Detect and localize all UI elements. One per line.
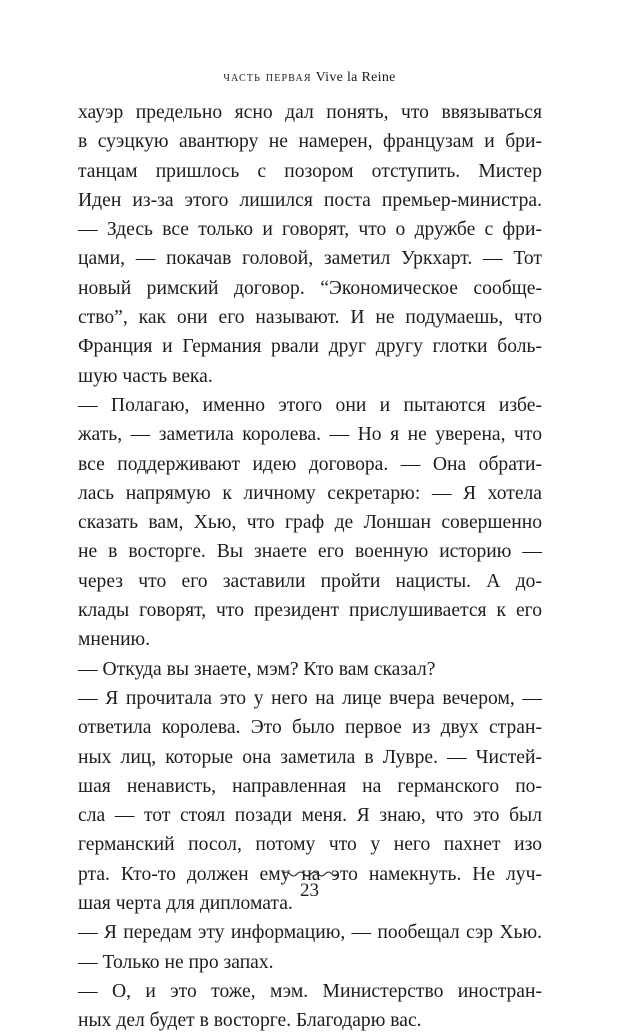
text-line: германский посол, потому что у него пахнет изо: [78, 834, 542, 856]
wavy-line-ornament-icon: [0, 870, 619, 878]
text-line: — Здесь все только и говорят, что о дружбе с фри-: [78, 219, 542, 241]
text-line: шую часть века.: [78, 365, 213, 387]
text-line: Франция и Германия рвали друг другу глотки боль-: [78, 336, 542, 358]
text-line: танцам пришлось с позором отступить. Мистер: [78, 160, 542, 182]
text-line: ных лиц, которые она заметила в Лувре. — Чистей-: [78, 746, 542, 768]
text-line: — Я передам эту информацию, — пообещал сэр Хью.: [78, 922, 542, 944]
text-line: рта. Кто-то должен ему на это намекнуть. Не луч-: [78, 863, 542, 885]
text-line: — Откуда вы знаете, мэм? Кто вам сказал?: [78, 658, 436, 680]
text-line: в суэцкую авантюру не намерен, французам и бри-: [78, 131, 542, 153]
text-line: — О, и это тоже, мэм. Министерство иностран-: [78, 980, 542, 1002]
text-line: все поддерживают идею договора. — Она обрати-: [78, 453, 542, 475]
running-head: [0, 70, 619, 86]
text-line: жать, — заметила королева. — Но я не уверена, что: [78, 424, 542, 446]
text-line: ных дел будет в восторге. Благодарю вас.: [78, 1010, 422, 1032]
text-line: не в восторге. Вы знаете его военную историю —: [78, 541, 542, 563]
text-line: ство”, как они его называют. И не подумаешь, что: [78, 307, 542, 329]
text-line: Иден из-за этого лишился поста премьер-министра.: [78, 189, 542, 211]
text-line: новый римский договор. “Экономическое сообще-: [78, 277, 542, 299]
text-line: лась напрямую к личному секретарю: — Я хотела: [78, 482, 542, 504]
text-line: ответила королева. Это было первое из двух стран-: [78, 717, 542, 739]
text-line: через что его заставили пройти нацисты. А до-: [78, 570, 542, 592]
running-head-title: Vive la Reine: [315, 70, 396, 85]
text-line: — Только не про запах.: [78, 951, 274, 973]
text-line: шая ненависть, направленная на германского по-: [78, 775, 542, 797]
running-head-part: часть первая: [223, 70, 312, 85]
text-line: цами, — покачав головой, заметил Уркхарт. — Тот: [78, 248, 542, 270]
text-line: хауэр предельно ясно дал понять, что ввязываться: [78, 102, 542, 123]
text-line: мнению.: [78, 629, 151, 651]
text-line: сказать вам, Хью, что граф де Лоншан совершенно: [78, 512, 542, 534]
text-line: сла — тот стоял позади меня. Я знаю, что это был: [78, 805, 542, 827]
text-line: клады говорят, что президент прислушивается к его: [78, 600, 542, 622]
page-number: 23: [300, 880, 319, 901]
text-line: — Полагаю, именно этого они и пытаются избе-: [78, 394, 542, 416]
text-line: — Я прочитала это у него на лице вчера вечером, —: [78, 687, 542, 709]
text-line: шая черта для дипломата.: [78, 893, 293, 915]
